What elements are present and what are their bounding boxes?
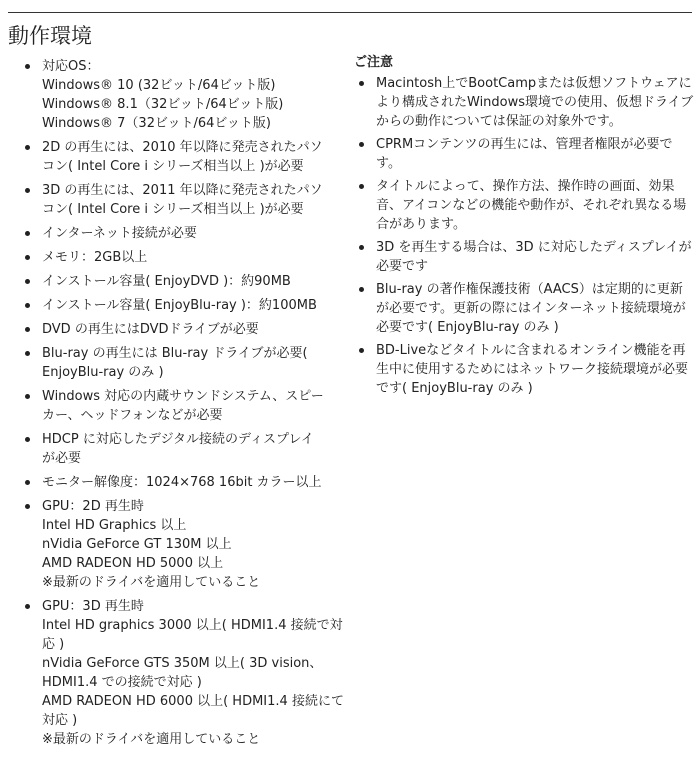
- requirements-list: [20, 57, 348, 749]
- requirement-item: [20, 248, 348, 267]
- requirement-line: Windows® 8.1（32ビット/64ビット版): [42, 97, 284, 112]
- requirement-item: [20, 320, 348, 339]
- note-text: CPRMコンテンツの再生には、管理者権限が必要です。: [376, 137, 673, 171]
- requirement-item: [20, 181, 348, 219]
- requirement-item: [20, 224, 348, 243]
- page-title: 動作環境: [8, 24, 92, 48]
- note-text: BD-Liveなどタイトルに含まれるオンライン機能を再生中に使用するためにはネットワーク接続環境が必要です( EnjoyBlu-ray のみ ): [376, 343, 689, 396]
- requirement-line: nVidia GeForce GT 130M 以上: [42, 537, 232, 552]
- requirement-line: Windows 対応の内蔵サウンドシステム、スピー: [42, 389, 324, 404]
- note-item: [354, 135, 694, 173]
- requirement-line: HDCP に対応したデジタル接続のディスプレイ: [42, 432, 314, 447]
- requirement-line: インストール容量( EnjoyBlu-ray )：約100MB: [42, 298, 317, 313]
- note-item: [354, 74, 694, 131]
- requirement-item: [20, 497, 348, 592]
- requirement-line: EnjoyBlu-ray のみ ): [42, 365, 164, 380]
- requirement-item: [20, 57, 348, 133]
- requirement-item: [20, 272, 348, 291]
- requirement-line: 2D の再生には、2010 年以降に発売されたパソ: [42, 140, 323, 155]
- requirement-item: [20, 473, 348, 492]
- top-divider: [8, 12, 692, 13]
- notes-heading: ご注意: [354, 55, 394, 70]
- note-item: [354, 280, 694, 337]
- requirement-item: [20, 296, 348, 315]
- requirement-line: AMD RADEON HD 5000 以上: [42, 556, 224, 571]
- requirement-line: 3D の再生には、2011 年以降に発売されたパソ: [42, 183, 323, 198]
- requirement-item: [20, 138, 348, 176]
- requirement-line: Intel HD Graphics 以上: [42, 518, 187, 533]
- requirement-line: インストール容量( EnjoyDVD )：約90MB: [42, 274, 291, 289]
- requirement-line: Intel HD graphics 3000 以上( HDMI1.4 接続で対: [42, 618, 343, 633]
- requirement-line: が必要: [42, 451, 82, 466]
- requirement-line: Windows® 7（32ビット/64ビット版): [42, 116, 271, 131]
- requirement-line: HDMI1.4 での接続で対応 ): [42, 675, 202, 690]
- notes-list: [354, 74, 694, 398]
- requirement-item: [20, 597, 348, 749]
- note-item: [354, 177, 694, 234]
- requirement-line: Windows® 10 (32ビット/64ビット版): [42, 78, 276, 93]
- requirement-item: [20, 387, 348, 425]
- requirement-line: 対応 ): [42, 713, 78, 728]
- requirement-line: ※最新のドライバを適用していること: [42, 732, 261, 747]
- note-text: 3D を再生する場合は、3D に対応したディスプレイが必要です: [376, 240, 692, 274]
- requirement-line: インターネット接続が必要: [42, 226, 197, 241]
- requirements-column: [20, 57, 348, 754]
- requirement-line: GPU：2D 再生時: [42, 499, 144, 514]
- note-item: [354, 341, 694, 398]
- requirement-line: nVidia GeForce GTS 350M 以上( 3D vision、: [42, 656, 323, 671]
- requirement-line: カー、ヘッドフォンなどが必要: [42, 408, 223, 423]
- requirement-line: メモリ：2GB以上: [42, 250, 148, 265]
- note-text: タイトルによって、操作方法、操作時の画面、効果音、アイコンなどの機能や動作が、それぞれ異なる場合があります。: [376, 179, 687, 232]
- requirement-line: コン( Intel Core i シリーズ相当以上 )が必要: [42, 159, 304, 174]
- requirement-item: [20, 430, 348, 468]
- requirement-item: [20, 344, 348, 382]
- requirement-line: モニター解像度：1024×768 16bit カラー以上: [42, 475, 322, 490]
- notes-column: [354, 56, 694, 402]
- requirement-line: DVD の再生にはDVDドライブが必要: [42, 322, 259, 337]
- requirement-line: Blu-ray の再生には Blu-ray ドライブが必要(: [42, 346, 308, 361]
- note-text: Macintosh上でBootCampまたは仮想ソフトウェアにより構成されたWindows環境での使用、仮想ドライブからの動作については保証の対象外です。: [376, 76, 694, 129]
- requirement-line: 応 ): [42, 637, 65, 652]
- note-item: [354, 238, 694, 276]
- requirement-line: 対応OS：: [42, 59, 100, 74]
- requirement-line: AMD RADEON HD 6000 以上( HDMI1.4 接続にて: [42, 694, 344, 709]
- requirement-line: GPU：3D 再生時: [42, 599, 144, 614]
- note-text: Blu-ray の著作権保護技術（AACS）は定期的に更新が必要です。更新の際にはインターネット接続環境が必要です( EnjoyBlu-ray のみ ): [376, 282, 686, 335]
- requirement-line: コン( Intel Core i シリーズ相当以上 )が必要: [42, 202, 304, 217]
- requirement-line: ※最新のドライバを適用していること: [42, 575, 261, 590]
